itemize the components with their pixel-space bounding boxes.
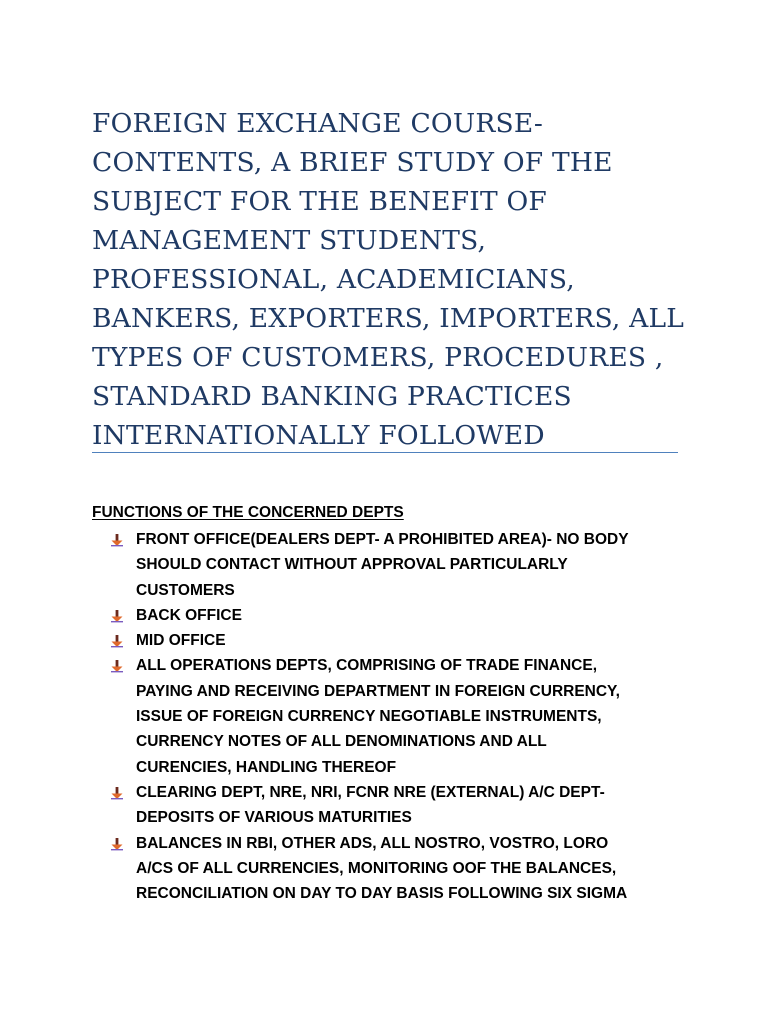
title-line: INTERNATIONALLY FOLLOWED (92, 420, 545, 451)
list-item (110, 628, 680, 653)
item-line: BALANCES IN RBI, OTHER ADS, ALL NOSTRO, VOSTRO, LORO (136, 834, 609, 852)
title-line: CONTENTS, A BRIEF STUDY OF THE (92, 147, 613, 178)
item-line: CURRENCY NOTES OF ALL DENOMINATIONS AND ALL (136, 733, 547, 751)
item-line: DEPOSITS OF VARIOUS MATURITIES (136, 809, 412, 827)
item-line: A/CS OF ALL CURRENCIES, MONITORING OOF THE BALANCES, (136, 859, 617, 877)
title-line: MANAGEMENT STUDENTS, (92, 225, 487, 256)
list-item (110, 527, 680, 603)
document-title (92, 104, 692, 455)
item-line: CLEARING DEPT, NRE, NRI, FCNR NRE (EXTERNAL) A/C DEPT- (136, 783, 605, 801)
list-item (110, 780, 680, 831)
arrow-down-bullet-icon (110, 837, 124, 851)
arrow-down-bullet-icon (110, 634, 124, 648)
item-line: ISSUE OF FOREIGN CURRENCY NEGOTIABLE INSTRUMENTS, (136, 708, 602, 726)
item-line: CURENCIES, HANDLING THEREOF (136, 758, 397, 776)
list-item (110, 603, 680, 628)
arrow-down-bullet-icon (110, 533, 124, 547)
item-line: MID OFFICE (136, 632, 226, 650)
item-line: RECONCILIATION ON DAY TO DAY BASIS FOLLOWING SIX SIGMA (136, 885, 628, 903)
section-heading: FUNCTIONS OF THE CONCERNED DEPTS (92, 504, 404, 521)
item-line: CUSTOMERS (136, 581, 235, 599)
department-list (110, 527, 680, 906)
title-line: PROFESSIONAL, ACADEMICIANS, (92, 264, 575, 295)
arrow-down-bullet-icon (110, 786, 124, 800)
item-line: PAYING AND RECEIVING DEPARTMENT IN FOREIGN CURRENCY, (136, 682, 620, 700)
item-line: SHOULD CONTACT WITHOUT APPROVAL PARTICULARLY (136, 556, 568, 574)
title-line: TYPES OF CUSTOMERS, PROCEDURES , (92, 342, 664, 373)
arrow-down-bullet-icon (110, 659, 124, 673)
title-line: BANKERS, EXPORTERS, IMPORTERS, ALL (92, 303, 685, 334)
list-item (110, 653, 680, 779)
title-line: SUBJECT FOR THE BENEFIT OF (92, 186, 547, 217)
item-line: ALL OPERATIONS DEPTS, COMPRISING OF TRADE FINANCE, (136, 657, 598, 675)
item-line: BACK OFFICE (136, 606, 242, 624)
list-item (110, 831, 680, 907)
title-line: FOREIGN EXCHANGE COURSE- (92, 108, 544, 139)
item-line: FRONT OFFICE(DEALERS DEPT- A PROHIBITED AREA)- NO BODY (136, 531, 629, 548)
title-divider (92, 452, 678, 453)
arrow-down-bullet-icon (110, 609, 124, 623)
title-line: STANDARD BANKING PRACTICES (92, 381, 572, 412)
